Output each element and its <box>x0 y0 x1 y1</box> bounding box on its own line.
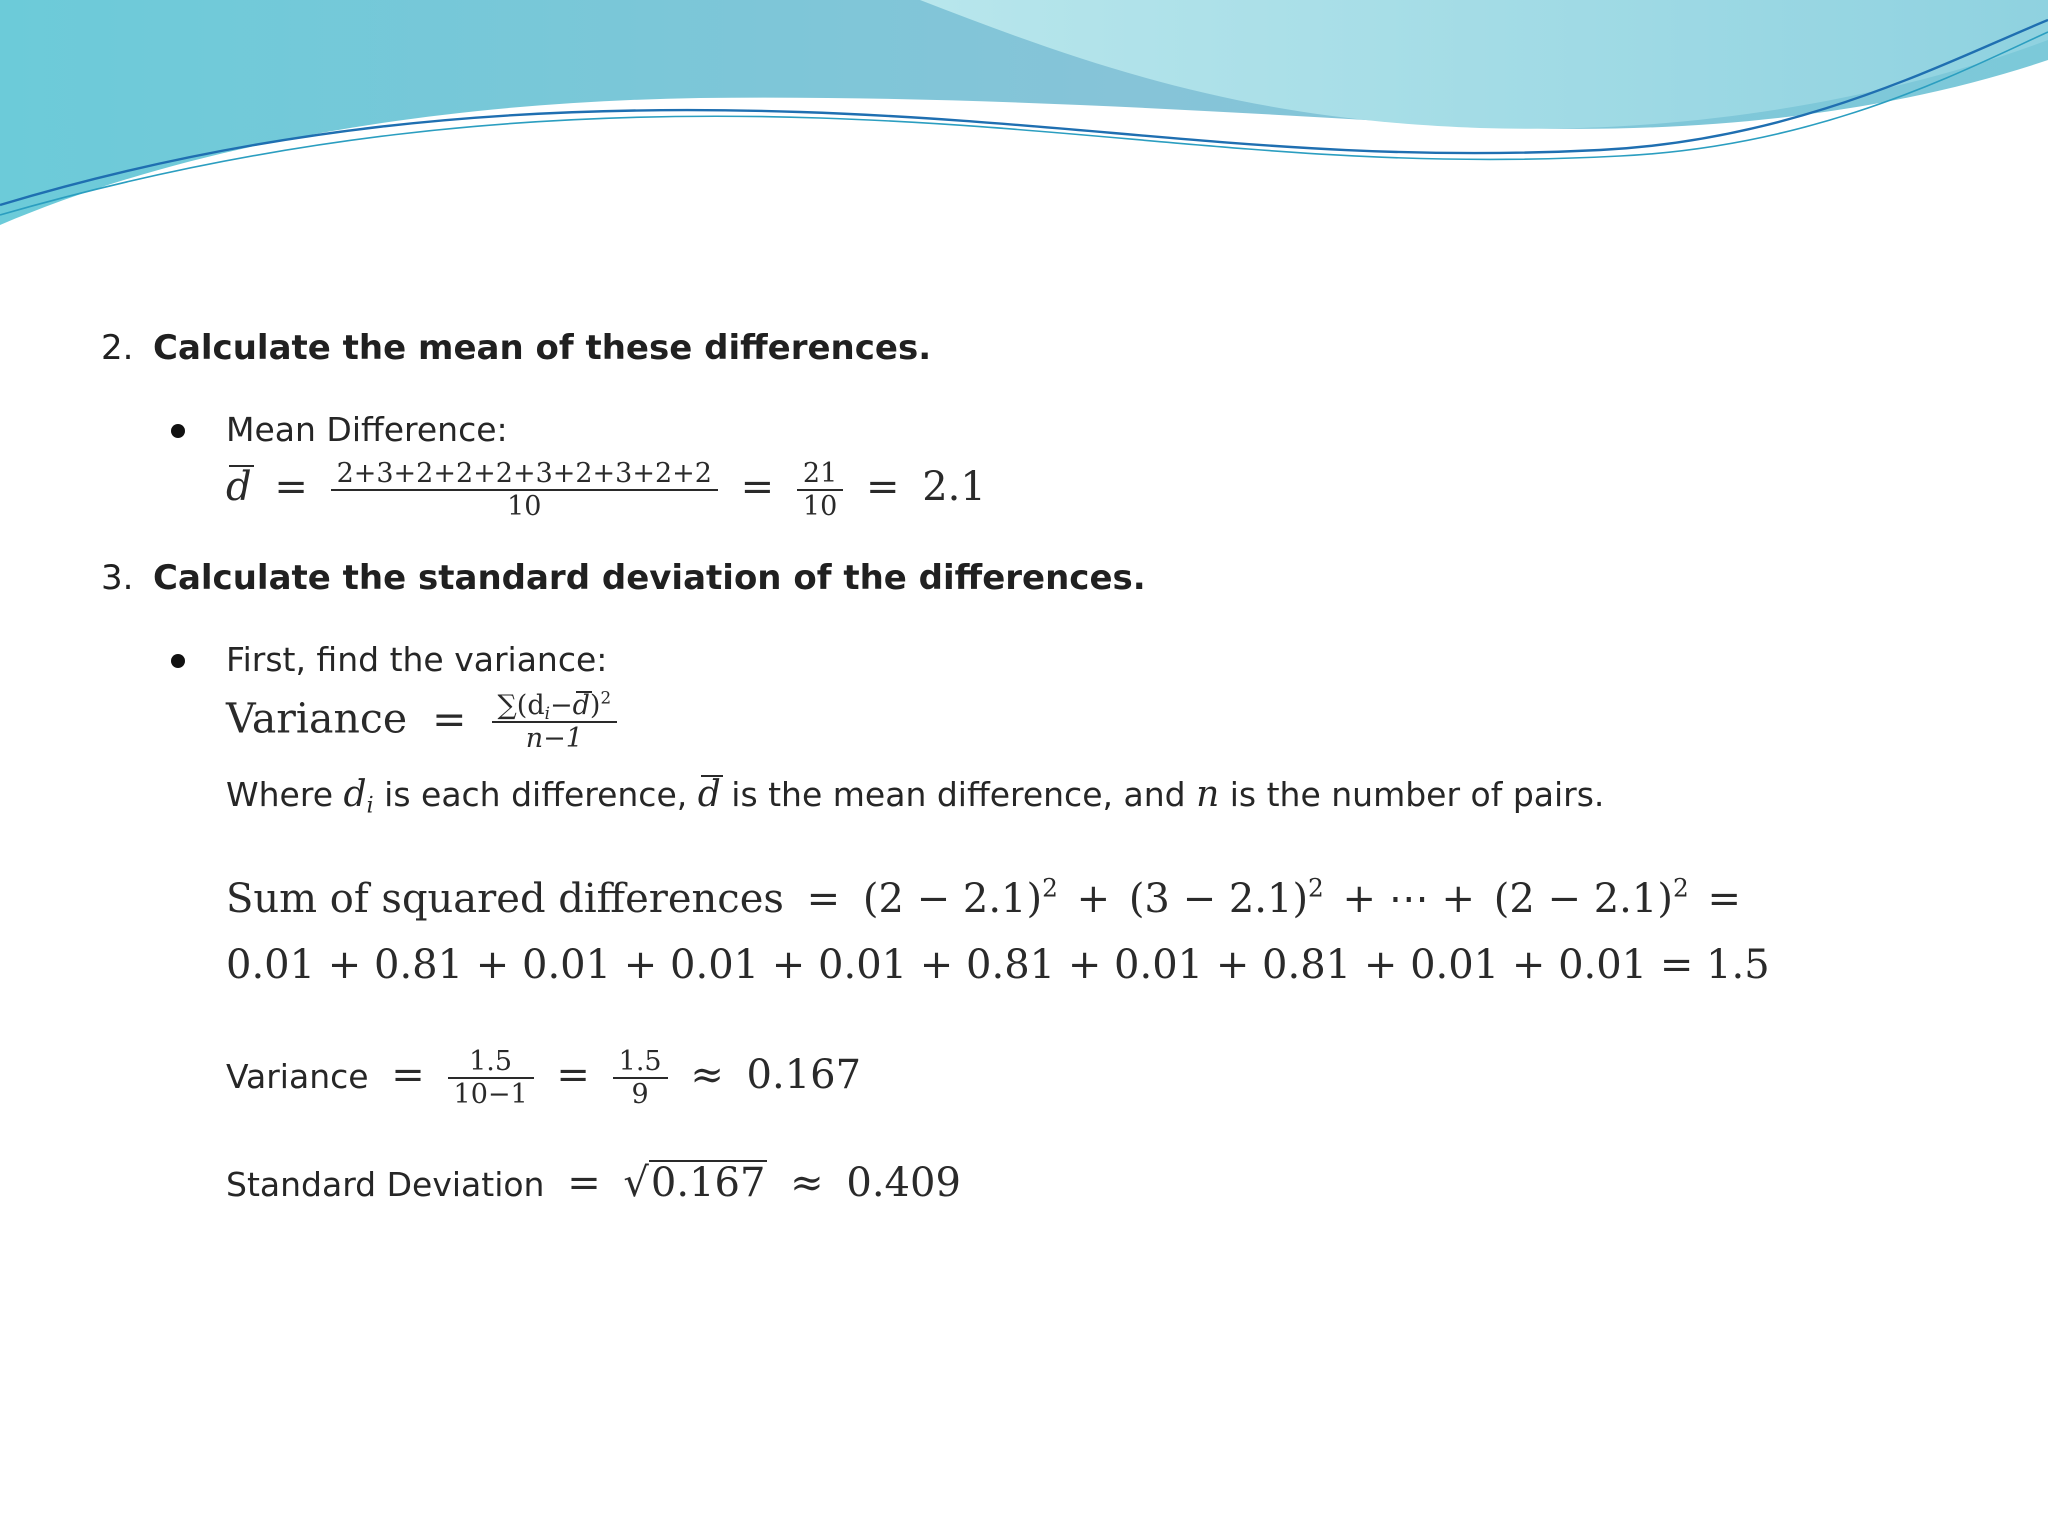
mean-difference-label: Mean Difference: <box>226 410 508 449</box>
equals-sign: = <box>274 464 308 510</box>
variance-denominator: n−1 <box>492 721 618 754</box>
bullet-dot <box>171 654 185 668</box>
bullet-dot <box>171 424 185 438</box>
step-3-number: 3. <box>101 558 134 598</box>
mean-difference-equation <box>226 458 986 522</box>
variance-formula <box>226 687 617 754</box>
variance-result: 0.167 <box>746 1052 862 1098</box>
variance-calc-fraction-2: $\frac{1.5}{9}$ <box>613 1046 668 1110</box>
step-3-heading-text: Calculate the standard deviation of the differences. <box>153 558 1146 598</box>
equals-sign: = <box>865 464 900 510</box>
std-deviation-result: 0.409 <box>846 1160 961 1206</box>
variance-word: Variance <box>226 694 408 743</box>
equals-sign: = <box>432 694 467 743</box>
variance-calculation: Variance = $\frac{1.5}{10-1}$ = $\frac{1.5}{9}$ ≈ 0.167 <box>226 1046 862 1110</box>
mean-result: 2.1 <box>922 464 986 510</box>
std-deviation-calculation: Standard Deviation = √0.167 ≈ 0.409 <box>226 1160 961 1206</box>
variance-fraction <box>492 687 618 754</box>
ratio-fraction <box>797 458 843 522</box>
ratio-fraction-denominator: 10 <box>797 489 843 522</box>
radicand: 0.167 <box>650 1160 766 1206</box>
radical-sign: √ <box>623 1160 649 1206</box>
std-deviation-label: Standard Deviation <box>226 1165 545 1204</box>
d-bar-symbol: d <box>697 774 721 815</box>
step-2-number: 2. <box>101 328 134 368</box>
sum-fraction-numerator: 2+3+2+2+2+3+2+3+2+2 <box>336 458 712 489</box>
where-explanation: Where $d_i$ is each difference, d is the mean difference, and n is the number of pairs. <box>226 774 1605 819</box>
variance-numerator: $\sum(d_i-d)^2$ <box>497 687 612 724</box>
ratio-fraction-numerator: 21 <box>802 458 838 489</box>
sum-squared-line-1: Sum of squared differences = $(2 - 2.1)^2 + (3 - 2.1)^2$ + ⋯ + $(2 - 2.1)^2$ = <box>226 873 1741 922</box>
step-3-heading <box>101 558 1146 598</box>
variance-calc-label: Variance <box>226 1057 369 1096</box>
n-symbol: n <box>1196 774 1220 815</box>
variance-intro-label: First, find the variance: <box>226 640 608 679</box>
step-2-heading-text: Calculate the mean of these differences. <box>153 328 932 368</box>
sum-squared-line-2: 0.01 + 0.81 + 0.01 + 0.01 + 0.01 + 0.81 + 0.01 + 0.81 + 0.01 + 0.01 = 1.5 <box>226 942 1770 988</box>
step-2-heading <box>101 328 932 368</box>
d-i-symbol: $d_i$ <box>343 774 374 819</box>
variance-calc-fraction-1: $\frac{1.5}{10-1}$ <box>448 1046 534 1110</box>
sum-squared-label: Sum of squared differences <box>226 876 784 922</box>
sum-fraction-denominator: 10 <box>331 489 718 522</box>
equals-sign: = <box>740 464 775 510</box>
d-bar-symbol: d <box>226 464 252 510</box>
sum-fraction <box>331 458 718 522</box>
